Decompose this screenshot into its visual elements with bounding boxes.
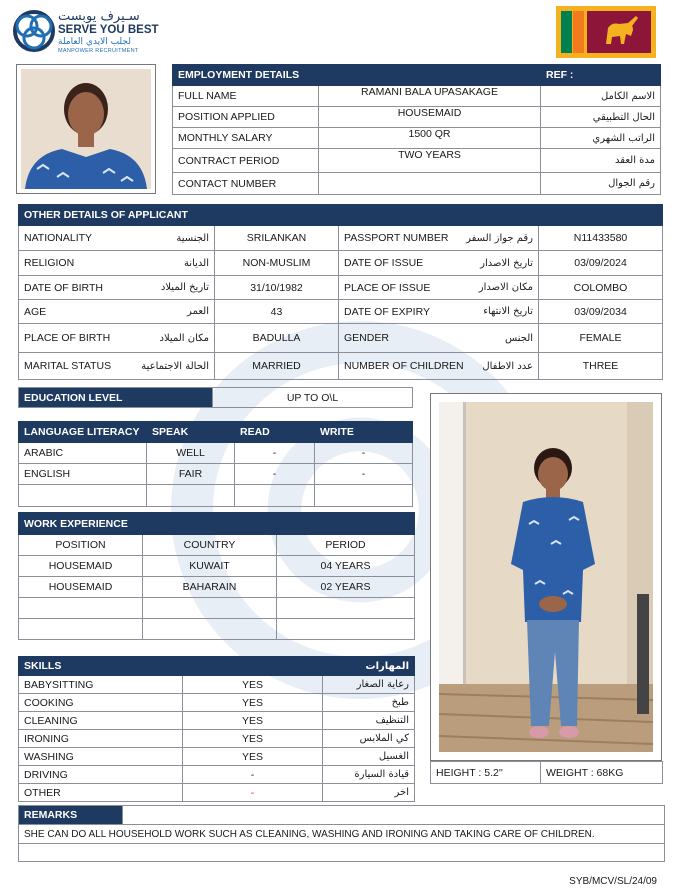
language-literacy-header: LANGUAGE LITERACY <box>19 422 147 443</box>
skill-babysitting-arabic: رعاية الصغار <box>323 676 415 694</box>
passport-number-value: N11433580 <box>539 226 663 251</box>
date-of-birth-label: DATE OF BIRTH <box>24 281 103 294</box>
other-details-table <box>18 204 663 380</box>
language-empty <box>19 485 147 507</box>
remarks-table <box>18 805 665 862</box>
place-of-issue-value: COLOMBO <box>539 276 663 300</box>
work-1-period: 04 YEARS <box>277 556 415 577</box>
skill-cleaning-arabic: التنظيف <box>323 712 415 730</box>
measurements-table <box>430 761 663 784</box>
skill-ironing-arabic: كي الملابس <box>323 730 415 748</box>
skill-other-value: - <box>183 784 323 802</box>
english-speak: FAIR <box>147 464 235 485</box>
full-name-value: RAMANI BALA UPASAKAGE <box>319 86 541 107</box>
nationality-value: SRILANKAN <box>215 226 339 251</box>
skill-cooking: COOKING <box>19 694 183 712</box>
full-body-photo <box>430 393 662 761</box>
read-header: READ <box>235 422 315 443</box>
number-of-children-arabic: عدد الاطفال <box>482 360 534 372</box>
skill-ironing-value: YES <box>183 730 323 748</box>
place-of-birth-arabic: مكان الميلاد <box>159 332 209 344</box>
nationality-arabic: الجنسية <box>176 232 209 244</box>
gender-label: GENDER <box>344 332 389 344</box>
place-of-birth-label: PLACE OF BIRTH <box>24 332 111 344</box>
skill-babysitting-value: YES <box>183 676 323 694</box>
skill-cleaning-value: YES <box>183 712 323 730</box>
nationality-label: NATIONALITY <box>24 232 93 244</box>
logo-emblem-icon <box>12 8 56 54</box>
arabic-write: - <box>315 443 413 464</box>
other-details-header-blank <box>339 205 663 226</box>
skills-header-arabic: المهارات <box>323 657 415 676</box>
contract-period-value: TWO YEARS <box>319 149 541 173</box>
height-value: HEIGHT : 5.2'' <box>431 762 541 784</box>
number-of-children-value: THREE <box>539 353 663 380</box>
contract-period-arabic: مدة العقد <box>541 149 661 173</box>
religion-arabic: الديانة <box>183 257 209 269</box>
remarks-header: REMARKS <box>19 806 123 825</box>
contact-number-arabic: رقم الجوال <box>541 173 661 195</box>
logo-arabic-sub: لجلب الايدي العاملة <box>58 37 131 47</box>
passport-photo <box>16 64 156 194</box>
logo-arabic-name: سـيرف يوبست <box>58 9 140 24</box>
skill-cleaning: CLEANING <box>19 712 183 730</box>
date-of-issue-arabic: تاريخ الاصدار <box>480 257 534 269</box>
monthly-salary-arabic: الراتب الشهري <box>541 128 661 149</box>
work-1-position: HOUSEMAID <box>19 556 143 577</box>
skill-other-arabic: اخر <box>323 784 415 802</box>
marital-status-value: MARRIED <box>215 353 339 380</box>
remarks-text: SHE CAN DO ALL HOUSEHOLD WORK SUCH AS CLEANING, WASHING AND IRONING AND TAKING CARE OF CHILDREN. <box>19 825 665 844</box>
full-name-arabic: الاسم الكامل <box>541 86 661 107</box>
language-arabic: ARABIC <box>19 443 147 464</box>
language-literacy-table <box>18 421 413 507</box>
education-level-value: UP TO O\L <box>213 388 413 408</box>
language-english: ENGLISH <box>19 464 147 485</box>
sri-lanka-flag-icon <box>556 6 656 58</box>
work-experience-header-blank <box>277 513 415 535</box>
position-column-header: POSITION <box>19 535 143 556</box>
marital-status-arabic: الحالة الاجتماعية <box>141 360 209 372</box>
date-of-expiry-value: 03/09/2034 <box>539 300 663 324</box>
logo-tagline: MANPOWER RECRUITMENT <box>58 48 139 54</box>
work-2-position: HOUSEMAID <box>19 577 143 598</box>
age-value: 43 <box>215 300 339 324</box>
marital-status-label: MARITAL STATUS <box>24 360 112 372</box>
age-arabic: العمر <box>187 306 209 317</box>
speak-header: SPEAK <box>147 422 235 443</box>
employment-details-header: EMPLOYMENT DETAILS <box>173 65 541 86</box>
skill-washing-value: YES <box>183 748 323 766</box>
company-logo <box>12 8 162 56</box>
skill-washing: WASHING <box>19 748 183 766</box>
contract-period-label: CONTRACT PERIOD <box>173 149 319 173</box>
place-of-issue-label: PLACE OF ISSUE <box>344 281 431 294</box>
english-write: - <box>315 464 413 485</box>
position-applied-value: HOUSEMAID <box>319 107 541 128</box>
full-name-label: FULL NAME <box>173 86 319 107</box>
other-details-header: OTHER DETAILS OF APPLICANT <box>19 205 339 226</box>
document-code: SYB/MCV/SL/24/09 <box>569 876 657 887</box>
religion-label: RELIGION <box>24 257 75 269</box>
arabic-speak: WELL <box>147 443 235 464</box>
work-2-country: BAHARAIN <box>143 577 277 598</box>
education-level-table <box>18 387 413 408</box>
gender-value: FEMALE <box>539 324 663 353</box>
date-of-birth-value: 31/10/1982 <box>215 276 339 300</box>
skill-babysitting: BABYSITTING <box>19 676 183 694</box>
age-label: AGE <box>24 305 47 318</box>
position-applied-label: POSITION APPLIED <box>173 107 319 128</box>
passport-number-arabic: رقم جواز السفر <box>466 232 534 244</box>
period-column-header: PERIOD <box>277 535 415 556</box>
write-header: WRITE <box>315 422 413 443</box>
logo-english-name: SERVE YOU BEST <box>58 24 159 36</box>
gender-arabic: الجنس <box>504 332 534 344</box>
skill-driving-value: - <box>183 766 323 784</box>
education-level-label: EDUCATION LEVEL <box>19 388 213 408</box>
skill-cooking-value: YES <box>183 694 323 712</box>
monthly-salary-value: 1500 QR <box>319 128 541 149</box>
date-of-issue-value: 03/09/2024 <box>539 251 663 276</box>
passport-number-label: PASSPORT NUMBER <box>344 232 449 244</box>
work-2-period: 02 YEARS <box>277 577 415 598</box>
work-1-country: KUWAIT <box>143 556 277 577</box>
contact-number-value <box>319 173 541 195</box>
monthly-salary-label: MONTHLY SALARY <box>173 128 319 149</box>
skill-other: OTHER <box>19 784 183 802</box>
employment-details-table <box>172 64 661 195</box>
date-of-expiry-arabic: تاريخ الانتهاء <box>483 306 534 317</box>
place-of-issue-arabic: مكان الاصدار <box>478 282 534 293</box>
weight-value: WEIGHT : 68KG <box>541 762 663 784</box>
place-of-birth-value: BADULLA <box>215 324 339 353</box>
skills-table <box>18 656 415 802</box>
skill-ironing: IRONING <box>19 730 183 748</box>
date-of-issue-label: DATE OF ISSUE <box>344 257 424 269</box>
skill-washing-arabic: الغسيل <box>323 748 415 766</box>
work-experience-table <box>18 512 415 640</box>
skill-cooking-arabic: طبخ <box>323 694 415 712</box>
arabic-read: - <box>235 443 315 464</box>
skill-driving: DRIVING <box>19 766 183 784</box>
work-experience-header: WORK EXPERIENCE <box>19 513 277 535</box>
contact-number-label: CONTACT NUMBER <box>173 173 319 195</box>
skill-driving-arabic: قيادة السيارة <box>323 766 415 784</box>
number-of-children-label: NUMBER OF CHILDREN <box>344 360 464 372</box>
english-read: - <box>235 464 315 485</box>
country-column-header: COUNTRY <box>143 535 277 556</box>
skills-header: SKILLS <box>19 657 323 676</box>
date-of-expiry-label: DATE OF EXPIRY <box>344 305 430 318</box>
date-of-birth-arabic: تاريخ الميلاد <box>160 282 209 293</box>
religion-value: NON-MUSLIM <box>215 251 339 276</box>
ref-label: REF : <box>541 65 661 86</box>
position-applied-arabic: الحال التطبيقي <box>541 107 661 128</box>
